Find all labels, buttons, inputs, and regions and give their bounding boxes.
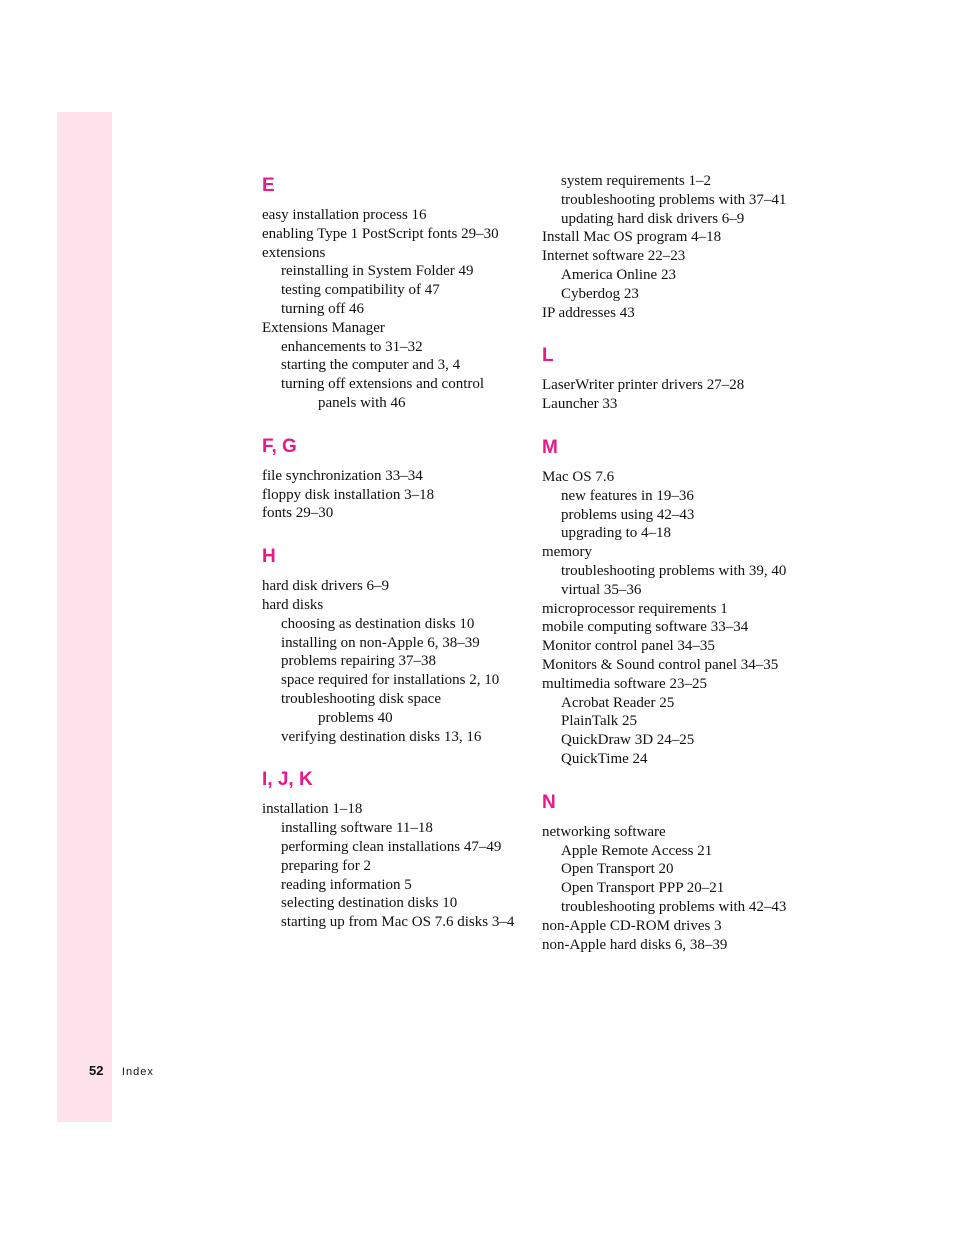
index-subentry: Apple Remote Access 21	[561, 842, 713, 859]
index-column-left	[262, 172, 537, 952]
margin-band	[57, 112, 112, 1122]
index-entry: hard disks	[262, 596, 324, 613]
index-entry: mobile computing software 33–34	[542, 619, 749, 636]
index-subentry: virtual 35–36	[561, 581, 642, 598]
index-entry: Extensions Manager	[262, 319, 385, 336]
index-entry: microprocessor requirements 1	[542, 600, 728, 617]
section-letter-heading: E	[262, 175, 275, 196]
index-entry: non-Apple hard disks 6, 38–39	[542, 936, 728, 953]
index-entry: Install Mac OS program 4–18	[542, 229, 722, 246]
index-subentry: reinstalling in System Folder 49	[281, 263, 474, 280]
index-section	[542, 789, 817, 955]
index-subentry: upgrading to 4–18	[561, 525, 671, 542]
index-section	[262, 433, 537, 523]
index-subentry: starting the computer and 3, 4	[281, 357, 461, 374]
index-entry: Launcher 33	[542, 396, 618, 413]
index-entry: multimedia software 23–25	[542, 675, 707, 692]
section-letter-heading: L	[542, 345, 554, 367]
index-entry: non-Apple CD-ROM drives 3	[542, 917, 722, 934]
index-subentry: installing software 11–18	[281, 820, 433, 837]
section-letter-heading: N	[542, 791, 556, 813]
index-subentry: verifying destination disks 13, 16	[281, 728, 482, 745]
section-letter-heading: F, G	[262, 435, 297, 457]
index-entry: networking software	[542, 823, 666, 840]
index-entry: extensions	[262, 244, 326, 261]
index-column-right	[542, 172, 817, 974]
index-entry: hard disk drivers 6–9	[262, 578, 390, 595]
index-subentry: America Online 23	[561, 266, 676, 283]
index-entry: fonts 29–30	[262, 505, 334, 522]
index-subentry: QuickDraw 3D 24–25	[561, 732, 695, 749]
index-section	[542, 342, 817, 414]
index-subentry: installing on non-Apple 6, 38–39	[281, 634, 480, 651]
index-subentry: testing compatibility of 47	[281, 282, 440, 299]
section-letter-heading: H	[262, 546, 276, 568]
index-subentry: system requirements 1–2	[561, 173, 711, 189]
index-entry: floppy disk installation 3–18	[262, 486, 435, 503]
index-entry: Monitors & Sound control panel 34–35	[542, 656, 779, 673]
index-subentry: troubleshooting disk space	[281, 690, 441, 707]
index-entry: enabling Type 1 PostScript fonts 29–30	[262, 225, 499, 242]
index-subentry: new features in 19–36	[561, 487, 694, 504]
index-subentry: turning off 46	[281, 300, 365, 317]
index-entry: Internet software 22–23	[542, 248, 686, 265]
index-entry: Mac OS 7.6	[542, 468, 615, 485]
index-subentry: space required for installations 2, 10	[281, 672, 500, 689]
index-subentry: problems repairing 37–38	[281, 653, 436, 670]
index-subentry: performing clean installations 47–49	[281, 838, 502, 855]
index-subentry: selecting destination disks 10	[281, 895, 458, 912]
index-entry: Monitor control panel 34–35	[542, 638, 715, 655]
index-section	[262, 766, 537, 932]
index-subentry: QuickTime 24	[561, 750, 648, 767]
index-entry: file synchronization 33–34	[262, 467, 423, 484]
index-subentry: problems using 42–43	[561, 506, 695, 523]
section-letter-heading: I, J, K	[262, 769, 313, 791]
index-subentry: choosing as destination disks 10	[281, 615, 475, 632]
index-entry: LaserWriter printer drivers 27–28	[542, 377, 745, 394]
index-entry: IP addresses 43	[542, 304, 635, 321]
index-subentry: troubleshooting problems with 39, 40	[561, 562, 787, 579]
index-section	[542, 434, 817, 769]
index-subentry: turning off extensions and control	[281, 376, 485, 393]
index-entry: installation 1–18	[262, 801, 363, 818]
index-section	[262, 172, 537, 413]
index-section	[262, 543, 537, 746]
index-subentry: Open Transport 20	[561, 861, 674, 878]
index-entry: easy installation process 16	[262, 207, 427, 223]
index-subentry: starting up from Mac OS 7.6 disks 3–4	[281, 914, 515, 931]
index-subentry: preparing for 2	[281, 857, 371, 874]
page-footer	[89, 1062, 154, 1080]
page-number: 52	[89, 1063, 104, 1078]
index-section	[542, 172, 817, 322]
index-entry: memory	[542, 544, 592, 561]
index-subentry: panels with 46	[318, 394, 406, 411]
index-subentry: Acrobat Reader 25	[561, 694, 675, 711]
index-subentry: reading information 5	[281, 876, 412, 893]
index-subentry: problems 40	[318, 709, 393, 726]
index-subentry: updating hard disk drivers 6–9	[561, 210, 745, 227]
index-subentry: troubleshooting problems with 37–41	[561, 191, 787, 208]
section-letter-heading: M	[542, 436, 558, 458]
index-subentry: troubleshooting problems with 42–43	[561, 898, 787, 915]
index-subentry: PlainTalk 25	[561, 713, 638, 730]
index-subentry: Cyberdog 23	[561, 285, 639, 302]
index-subentry: enhancements to 31–32	[281, 338, 423, 355]
index-subentry: Open Transport PPP 20–21	[561, 880, 725, 897]
section-label: Index	[121, 1066, 154, 1078]
